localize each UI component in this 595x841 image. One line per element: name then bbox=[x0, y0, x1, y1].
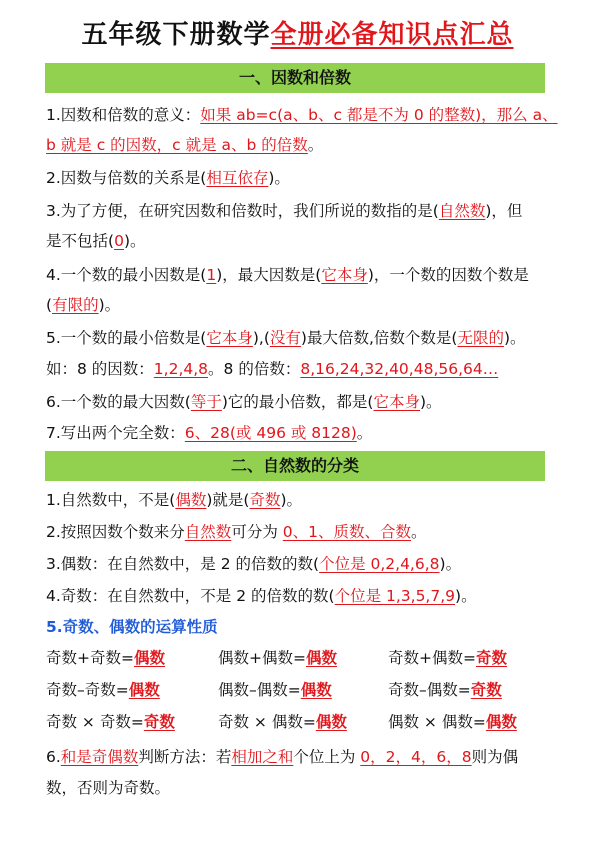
s1-item5: 5.一个数的最小倍数是(它本身),(没有)最大倍数,倍数个数是(无限的)。 bbox=[46, 329, 526, 347]
s2-item6-line1: 6.和是奇偶数判断方法：若相加之和个位上为 0，2，4，6，8则为偶 bbox=[46, 748, 519, 766]
s2-item1: 1.自然数中，不是(偶数)就是(奇数)。 bbox=[46, 491, 303, 509]
op-cell: 奇数+奇数=偶数 bbox=[46, 649, 165, 667]
op-cell: 偶数 × 偶数=偶数 bbox=[388, 713, 517, 731]
op-cell: 奇数 × 偶数=偶数 bbox=[218, 713, 347, 731]
op-cell: 奇数+偶数=奇数 bbox=[388, 649, 507, 667]
s2-item2: 2.按照因数个数来分自然数可分为 0、1、质数、合数。 bbox=[46, 523, 427, 541]
op-cell: 偶数–偶数=偶数 bbox=[218, 681, 332, 699]
section2-heading: 二、自然数的分类 bbox=[45, 451, 545, 481]
title-part2: 全册必备知识点汇总 bbox=[270, 20, 514, 50]
op-cell: 奇数–奇数=偶数 bbox=[46, 681, 160, 699]
page-title bbox=[0, 14, 595, 51]
s1-item1-line1: 1.因数和倍数的意义：如果 ab=c(a、b、c 都是不为 0 的整数)，那么 a、 bbox=[46, 106, 558, 124]
op-cell: 奇数–偶数=奇数 bbox=[388, 681, 502, 699]
s2-item5-heading: 5.奇数、偶数的运算性质 bbox=[46, 618, 218, 636]
s2-item4: 4.奇数：在自然数中，不是 2 的倍数的数(个位是 1,3,5,7,9)。 bbox=[46, 587, 477, 605]
parity-operations-grid bbox=[46, 646, 551, 746]
s1-item7: 7.写出两个完全数：6、28(或 496 或 8128)。 bbox=[46, 424, 373, 442]
op-cell: 奇数 × 奇数=奇数 bbox=[46, 713, 175, 731]
title-part1: 五年级下册数学 bbox=[81, 20, 271, 50]
s1-item2: 2.因数与倍数的关系是(相互依存)。 bbox=[46, 169, 290, 187]
s1-item4-line1: 4.一个数的最小因数是(1)，最大因数是(它本身)，一个数的因数个数是 bbox=[46, 266, 529, 284]
s1-item5-example: 如：8 的因数：1,2,4,8。8 的倍数：8,16,24,32,40,48,56,64… bbox=[46, 360, 499, 378]
op-cell: 偶数+偶数=偶数 bbox=[218, 649, 337, 667]
s1-item6: 6.一个数的最大因数(等于)它的最小倍数，都是(它本身)。 bbox=[46, 393, 442, 411]
section1-heading: 一、因数和倍数 bbox=[45, 63, 545, 93]
s2-item3: 3.偶数：在自然数中，是 2 的倍数的数(个位是 0,2,4,6,8)。 bbox=[46, 555, 462, 573]
s1-item4-line2: (有限的)。 bbox=[46, 296, 121, 314]
s1-item3-line2: 是不包括(0)。 bbox=[46, 232, 146, 250]
s1-item3-line1: 3.为了方便，在研究因数和倍数时，我们所说的数指的是(自然数)，但 bbox=[46, 202, 523, 220]
s1-item1-line2: b 就是 c 的因数，c 就是 a、b 的倍数。 bbox=[46, 136, 324, 154]
s2-item6-line2: 数，否则为奇数。 bbox=[46, 779, 171, 797]
